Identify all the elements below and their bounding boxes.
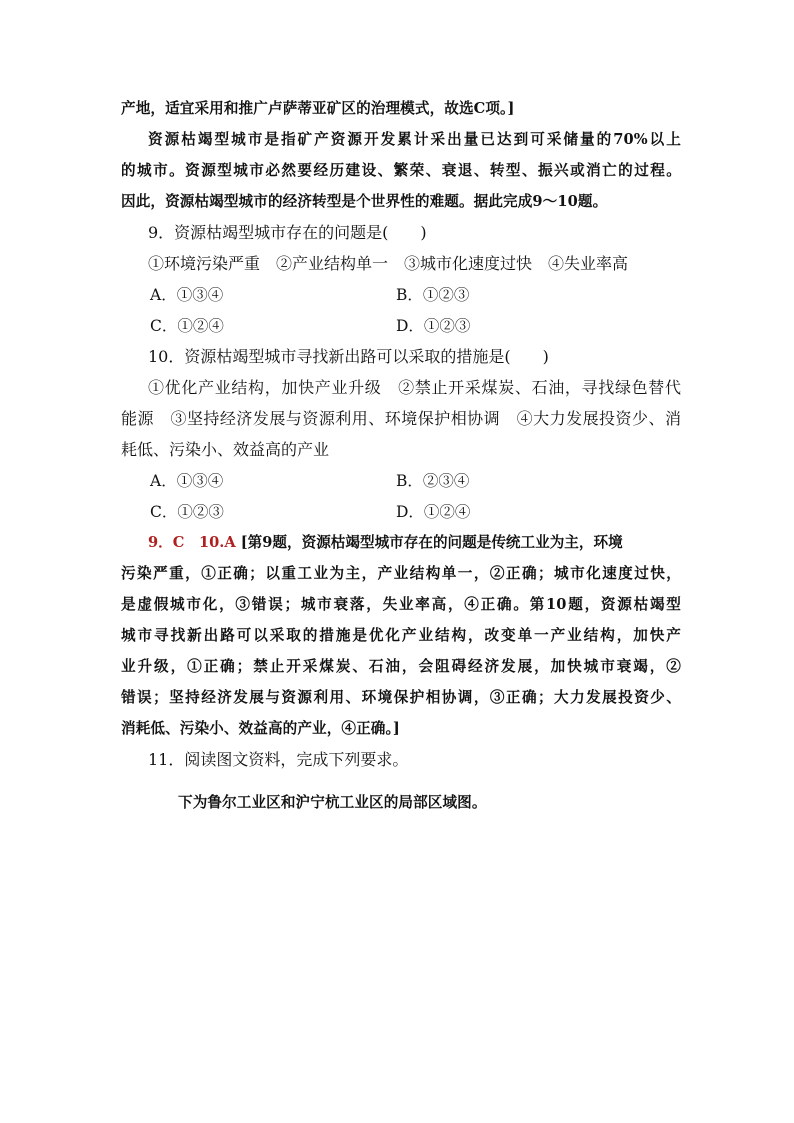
answer-line-3: 是虚假城市化，③错误；城市衰落，失业率高，④正确。第10题，资源枯竭型 (121, 596, 681, 613)
question-10-option-a: A．①③④ (150, 472, 224, 490)
question-9-items: ①环境污染严重 ②产业结构单一 ③城市化速度过快 ④失业率高 (148, 254, 629, 273)
question-11-caption: 下为鲁尔工业区和沪宁杭工业区的局部区域图。 (178, 794, 487, 811)
question-10-items-1: ①优化产业结构，加快产业升级 ②禁止开采煤炭、石油，寻找绿色替代 (148, 378, 681, 397)
answer-line-2: 污染严重，①正确；以重工业为主，产业结构单一，②正确；城市化速度过快， (121, 565, 681, 582)
intro-line-2: 的城市。资源型城市必然要经历建设、繁荣、衰退、转型、振兴或消亡的过程。 (121, 162, 681, 179)
question-10-option-b: B．②③④ (396, 472, 470, 490)
intro-line-1: 资源枯竭型城市是指矿产资源开发累计采出量已达到可采储量的70%以上 (148, 131, 681, 148)
answer-line-5: 业升级，①正确；禁止开采煤炭、石油，会阻碍经济发展，加快城市衰竭，② (121, 658, 681, 675)
question-10-option-c: C．①②③ (150, 503, 224, 521)
answer-key: 9．C 10.A (148, 534, 236, 551)
question-9-option-b: B．①②③ (396, 286, 470, 304)
question-10-stem: 10．资源枯竭型城市寻找新出路可以采取的措施是( ) (148, 347, 549, 366)
answer-line-6: 错误；坚持经济发展与资源利用、环境保护相协调，③正确；大力发展投资少、 (121, 689, 681, 706)
answer-explanation-start: [第9题，资源枯竭型城市存在的问题是传统工业为主，环境 (240, 534, 623, 551)
question-11-stem: 11．阅读图文资料，完成下列要求。 (148, 750, 409, 769)
question-9-stem: 9．资源枯竭型城市存在的问题是( ) (148, 223, 427, 242)
question-9-option-c: C．①②④ (150, 317, 224, 335)
intro-line-3: 因此，资源枯竭型城市的经济转型是个世界性的难题。据此完成9～10题。 (121, 193, 608, 210)
question-9-option-a: A．①③④ (150, 286, 224, 304)
question-10-items-3: 耗低、污染小、效益高的产业 (121, 440, 330, 459)
answer-line-1 (148, 533, 681, 553)
question-10-items-2: 能源 ③坚持经济发展与资源利用、环境保护相协调 ④大力发展投资少、消 (121, 409, 681, 428)
question-10-option-d: D．①②④ (396, 503, 471, 521)
previous-explanation-tail: 产地，适宜采用和推广卢萨蒂亚矿区的治理模式，故选C项。] (121, 100, 515, 117)
question-9-option-d: D．①②③ (396, 317, 471, 335)
answer-line-7: 消耗低、污染小、效益高的产业，④正确。] (121, 720, 400, 737)
answer-line-4: 城市寻找新出路可以采取的措施是优化产业结构，改变单一产业结构，加快产 (121, 627, 681, 644)
